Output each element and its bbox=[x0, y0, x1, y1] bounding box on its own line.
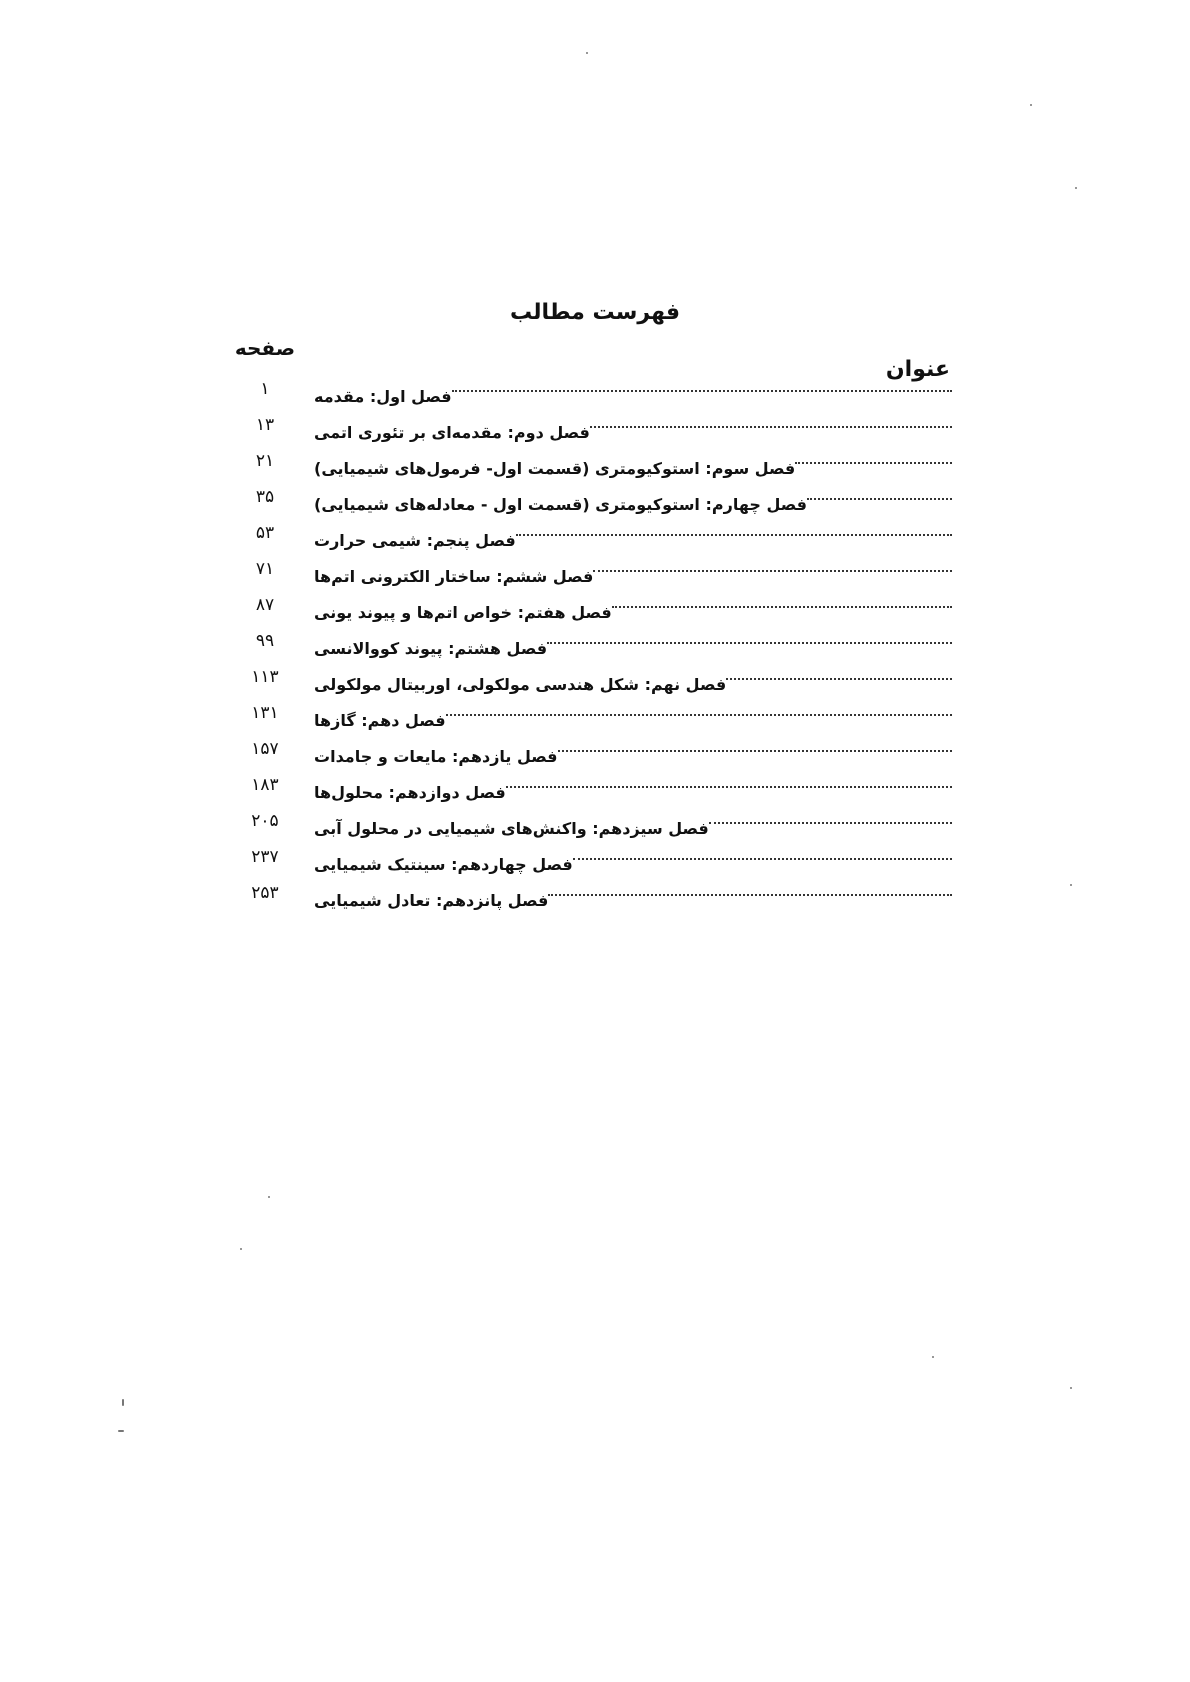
dot-leader bbox=[548, 894, 952, 896]
dot-leader bbox=[709, 822, 952, 824]
dot-leader bbox=[516, 534, 952, 536]
toc-entry-title: فصل سیزدهم: واکنش‌های شیمیایی در محلول آبی bbox=[314, 819, 709, 838]
toc-page-number: ۳۵ bbox=[255, 487, 275, 507]
toc-entry-title: فصل دوم: مقدمه‌ای بر تئوری اتمی bbox=[314, 423, 590, 442]
dot-leader bbox=[590, 426, 952, 428]
toc-entry bbox=[312, 387, 952, 406]
toc-row bbox=[230, 523, 952, 567]
toc-entry-title: فصل دهم: گازها bbox=[314, 711, 446, 730]
toc-row bbox=[230, 595, 952, 639]
toc-entry-title: فصل ششم: ساختار الکترونی اتم‌ها bbox=[314, 567, 594, 586]
toc-entry-title: فصل دوازدهم: محلول‌ها bbox=[314, 783, 506, 802]
scan-speck bbox=[118, 1430, 124, 1432]
scan-speck bbox=[122, 1399, 124, 1406]
toc-entry bbox=[312, 603, 952, 622]
toc-page-number: ۲۳۷ bbox=[251, 847, 279, 867]
toc-entry-title: فصل پانزدهم: تعادل شیمیایی bbox=[314, 891, 549, 910]
dot-leader bbox=[612, 606, 952, 608]
toc-entry-title: فصل اول: مقدمه bbox=[314, 387, 452, 406]
toc-entry-title: فصل چهاردهم: سینتیک شیمیایی bbox=[314, 855, 573, 874]
table-of-contents bbox=[230, 379, 952, 927]
dot-leader bbox=[593, 570, 952, 572]
dot-leader bbox=[547, 642, 952, 644]
toc-entry bbox=[312, 531, 952, 550]
toc-row bbox=[230, 415, 952, 459]
toc-entry bbox=[312, 891, 952, 910]
dot-leader bbox=[795, 462, 952, 464]
toc-entry bbox=[312, 747, 952, 766]
toc-page-number: ۱۵۷ bbox=[251, 739, 279, 759]
dot-leader bbox=[558, 750, 952, 752]
toc-entry bbox=[312, 459, 952, 478]
toc-entry-title: فصل چهارم: استوکیومتری (قسمت اول - معادله‌های شیمیایی) bbox=[314, 495, 808, 514]
dot-leader bbox=[726, 678, 952, 680]
page-column-header: صفحه bbox=[234, 336, 296, 360]
toc-entry bbox=[312, 639, 952, 658]
toc-row bbox=[230, 775, 952, 819]
toc-entry-title: فصل نهم: شکل هندسی مولکولی، اوربیتال مولکولی bbox=[314, 675, 727, 694]
scan-speck bbox=[1070, 884, 1072, 886]
toc-entry bbox=[312, 819, 952, 838]
toc-page-number: ۲۱ bbox=[255, 451, 275, 471]
toc-entry bbox=[312, 675, 952, 694]
toc-row bbox=[230, 559, 952, 603]
toc-row bbox=[230, 451, 952, 495]
toc-entry bbox=[312, 711, 952, 730]
toc-entry-title: فصل پنجم: شیمی حرارت bbox=[314, 531, 516, 550]
toc-row bbox=[230, 379, 952, 423]
scan-speck bbox=[240, 1248, 242, 1250]
toc-page-number: ۱۱۳ bbox=[251, 667, 279, 687]
toc-row bbox=[230, 631, 952, 675]
scan-speck bbox=[932, 1356, 934, 1358]
toc-entry bbox=[312, 855, 952, 874]
toc-entry bbox=[312, 495, 952, 514]
toc-page-number: ۱۳۱ bbox=[251, 703, 279, 723]
dot-leader bbox=[807, 498, 952, 500]
dot-leader bbox=[452, 390, 952, 392]
toc-page-number: ۸۷ bbox=[255, 595, 275, 615]
toc-row bbox=[230, 739, 952, 783]
toc-page-number: ۵۳ bbox=[255, 523, 275, 543]
toc-page-number: ۷۱ bbox=[255, 559, 275, 579]
toc-page-number: ۱ bbox=[260, 379, 270, 399]
toc-entry-title: فصل یازدهم: مایعات و جامدات bbox=[314, 747, 558, 766]
toc-entry-title: فصل سوم: استوکیومتری (قسمت اول- فرمول‌های شیمیایی) bbox=[314, 459, 796, 478]
dot-leader bbox=[573, 858, 952, 860]
toc-row bbox=[230, 811, 952, 855]
title-column-header: عنوان bbox=[885, 357, 950, 382]
toc-entry-title: فصل هفتم: خواص اتم‌ها و پیوند یونی bbox=[314, 603, 612, 622]
toc-row bbox=[230, 667, 952, 711]
toc-row bbox=[230, 487, 952, 531]
toc-page-number: ۲۵۳ bbox=[251, 883, 279, 903]
toc-page-number: ۱۸۳ bbox=[251, 775, 279, 795]
scan-speck bbox=[586, 52, 588, 54]
toc-entry bbox=[312, 783, 952, 802]
dot-leader bbox=[446, 714, 952, 716]
toc-page-number: ۱۳ bbox=[255, 415, 275, 435]
toc-page-number: ۹۹ bbox=[255, 631, 275, 651]
page-title: فهرست مطالب bbox=[509, 300, 681, 325]
toc-page-number: ۲۰۵ bbox=[251, 811, 279, 831]
toc-row bbox=[230, 883, 952, 927]
toc-row bbox=[230, 847, 952, 891]
scan-speck bbox=[1075, 187, 1077, 189]
toc-entry bbox=[312, 423, 952, 442]
toc-entry bbox=[312, 567, 952, 586]
toc-row bbox=[230, 703, 952, 747]
dot-leader bbox=[506, 786, 952, 788]
scan-speck bbox=[1070, 1387, 1072, 1389]
scan-speck bbox=[268, 1196, 270, 1198]
scan-speck bbox=[1030, 104, 1032, 106]
toc-entry-title: فصل هشتم: پیوند کووالانسی bbox=[314, 639, 548, 658]
